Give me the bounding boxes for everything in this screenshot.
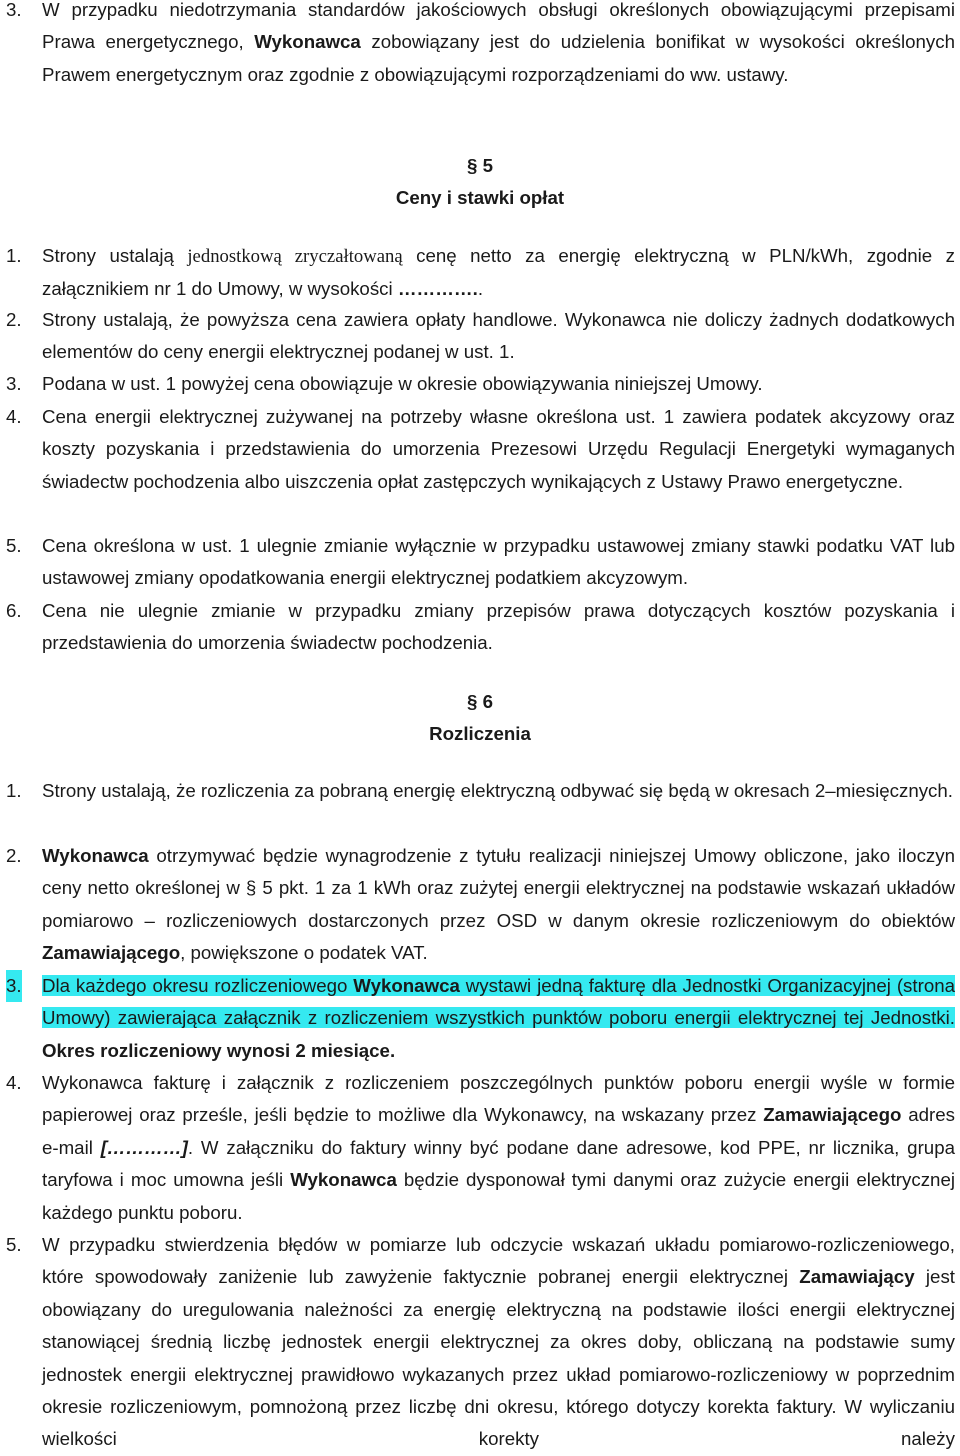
item-number: 5. <box>6 535 22 556</box>
item-number: 2. <box>6 845 22 866</box>
item-number: 1. <box>6 245 22 266</box>
item-text: Strony ustalają, że rozliczenia za pobraną energię elektryczną odbywać się będą w okresach 2–miesięcznych. <box>42 780 953 801</box>
item-text: Wykonawca otrzymywać będzie wynagrodzenie z tytułu realizacji niniejszej Umowy obliczone, jako iloczyn ceny netto określonej w § 5 pkt. 1 za 1 kWh oraz zużytej energii elektrycznej na podstawie wskazań układów pomiarowo – rozliczeniowych dostarczonych przez OSD w danym okresie rozliczeniowym do obiektów Zamawiającego, powiększone o podatek VAT. <box>42 845 955 964</box>
section-symbol: § 5 <box>467 155 493 176</box>
item-text: Cena energii elektrycznej zużywanej na potrzeby własne określona ust. 1 zawiera podatek akcyzowy oraz koszty pozyskania i przedstawienia do umorzenia Prezesowi Urzędu Regulacji Energetyki wymaganych świadectw pochodzenia albo uiszczenia opłat zastępczych wynikających z Ustawy Prawo energetyczne. <box>42 406 955 492</box>
list-item <box>0 0 955 124</box>
item-number: 6. <box>6 600 22 621</box>
item-text: W przypadku stwierdzenia błędów w pomiarze lub odczycie wskazań układu pomiarowo-rozliczeniowego, które spowodowały zaniżenie lub zawyżenie faktycznie pobranej energii elektrycznej Zamawiający jest obowiązany do uregulowania należności za energię elektryczną na podstawie ilości energii elektrycznej stanowiącej średnią liczbę jednostek energii elektrycznej za okres doby, obliczaną na podstawie sumy jednostek energii elektrycznej prawidłowo wykazanych przez układ pomiarowo-rozliczeniowy w poprzednim okresie rozliczeniowym, pomnożoną przez liczbę dni okresu, którego dotyczy korekta faktury. W wyliczaniu wielkości korekty należy <box>42 1234 955 1450</box>
section-title: Ceny i stawki opłat <box>395 187 565 208</box>
item-text: Strony ustalają, że powyższa cena zawiera opłaty handlowe. Wykonawca nie doliczy żadnych dodatkowych elementów do ceny energii elektrycznej podanej w ust. 1. <box>42 309 955 363</box>
item-number: 1. <box>6 780 22 801</box>
item-number: 4. <box>6 1072 22 1093</box>
item-number: 3. <box>6 970 22 1002</box>
item-number: 3. <box>6 373 22 394</box>
item-text: Wykonawca fakturę i załącznik z rozliczeniem poszczególnych punktów poboru energii wyśle w formie papierowej oraz prześle, jeśli będzie to możliwe dla Wykonawcy, na wskazany przez Zamawiającego adres e-mail […………]. W załączniku do faktury winny być podane dane adresowe, kod PPE, nr licznika, grupa taryfowa i moc umowna jeśli Wykonawca będzie dysponował tymi danymi oraz zużycie energii elektrycznej każdego punktu poboru. <box>42 1072 955 1223</box>
item-text: Strony ustalają jednostkową zryczałtowaną cenę netto za energię elektryczną w PLN/kWh, zgodnie z załącznikiem nr 1 do Umowy, w wysokości ………….. <box>42 245 955 300</box>
item-text: Dla każdego okresu rozliczeniowego Wykonawca wystawi jedną fakturę dla Jednostki Organizacyjnej (strona Umowy) zawierająca załącznik z rozliczeniem wszystkich punktów poboru energii elektrycznej tej Jednostki. Okres rozliczeniowy wynosi 2 miesiące. <box>42 975 955 1061</box>
item-text: Cena nie ulegnie zmianie w przypadku zmiany przepisów prawa dotyczących kosztów pozyskania i przedstawienia do umorzenia świadectw pochodzenia. <box>42 600 955 654</box>
item-text: Podana w ust. 1 powyżej cena obowiązuje w okresie obowiązywania niniejszej Umowy. <box>42 373 763 394</box>
section-title: Rozliczenia <box>429 723 531 744</box>
item-number: 3. <box>6 0 22 20</box>
item-text: Cena określona w ust. 1 ulegnie zmianie wyłącznie w przypadku ustawowej zmiany stawki podatku VAT lub ustawowej zmiany opodatkowania energii elektrycznej podatkiem akcyzowym. <box>42 535 955 589</box>
item-text: W przypadku niedotrzymania standardów jakościowych obsługi określonych obowiązującymi przepisami Prawa energetycznego, Wykonawca zobowiązany jest do udzielenia bonifikat w wysokości określonych Prawem energetycznym oraz zgodnie z obowiązującymi rozporządzeniami do ww. ustawy. <box>42 0 955 85</box>
item-number: 4. <box>6 406 22 427</box>
item-number: 5. <box>6 1234 22 1255</box>
section-symbol: § 6 <box>467 691 493 712</box>
item-number: 2. <box>6 309 22 330</box>
